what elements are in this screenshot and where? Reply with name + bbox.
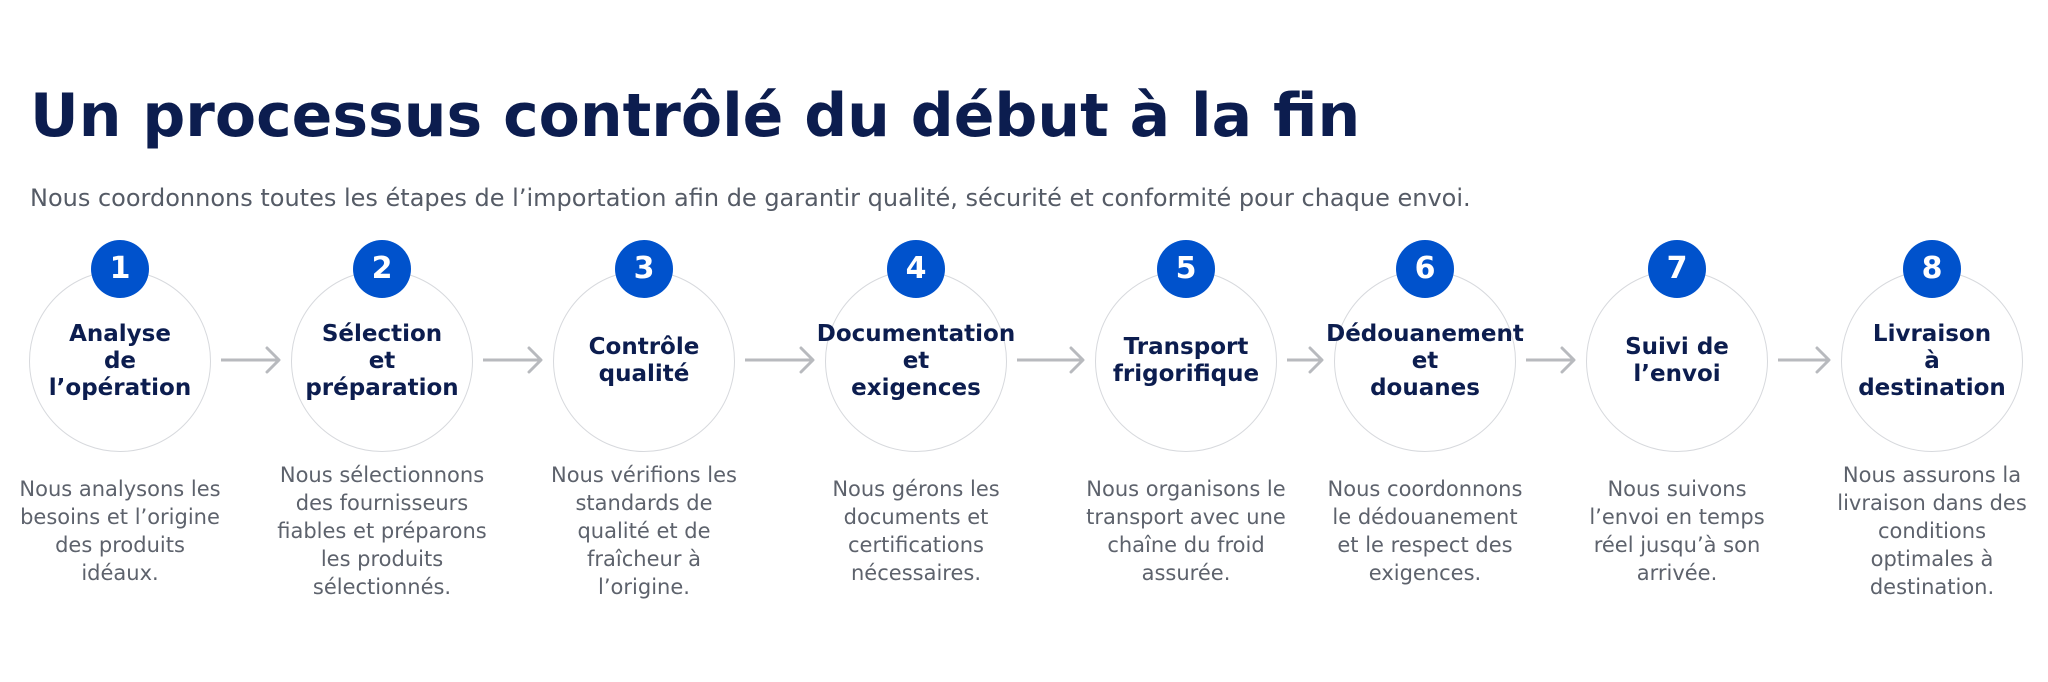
- step-title: Livraison à destination: [1858, 320, 2006, 401]
- page-subtitle: Nous coordonnons toutes les étapes de l’importation afin de garantir qualité, sécurité et conformité pour chaque envoi.: [30, 184, 1471, 212]
- step-description: Nous sélectionnons des fournisseurs fiables et préparons les produits sélectionnés.: [277, 463, 487, 599]
- step-number-badge: 6: [1396, 240, 1454, 298]
- step-number-badge: 2: [353, 240, 411, 298]
- step-title: Analyse de l’opération: [48, 320, 192, 401]
- step-title: Documentation et exigences: [816, 320, 1016, 401]
- step-title: Transport frigorifique: [1112, 334, 1260, 387]
- step-description: Nous organisons le transport avec une chaîne du froid assurée.: [1086, 477, 1286, 585]
- step-description: Nous vérifions les standards de qualité et de fraîcheur à l’origine.: [551, 463, 737, 599]
- step-description: Nous suivons l’envoi en temps réel jusqu’à son arrivée.: [1589, 477, 1765, 585]
- page-title: Un processus contrôlé du début à la fin: [30, 81, 1361, 151]
- step-title: Sélection et préparation: [305, 320, 459, 401]
- step-number-badge: 4: [887, 240, 945, 298]
- step-description: Nous assurons la livraison dans des conditions optimales à destination.: [1837, 463, 2027, 599]
- step-title: Suivi de l’envoi: [1625, 334, 1729, 387]
- step-description: Nous coordonnons le dédouanement et le respect des exigences.: [1327, 477, 1523, 585]
- step-title: Dédouanement et douanes: [1326, 320, 1524, 401]
- step-number-badge: 5: [1157, 240, 1215, 298]
- step-number-badge: 3: [615, 240, 673, 298]
- step-number-badge: 7: [1648, 240, 1706, 298]
- step-number-badge: 1: [91, 240, 149, 298]
- step-title: Contrôle qualité: [588, 334, 700, 387]
- step-description: Nous analysons les besoins et l’origine des produits idéaux.: [19, 477, 221, 585]
- step-description: Nous gérons les documents et certifications nécessaires.: [832, 477, 1000, 585]
- step-number-badge: 8: [1903, 240, 1961, 298]
